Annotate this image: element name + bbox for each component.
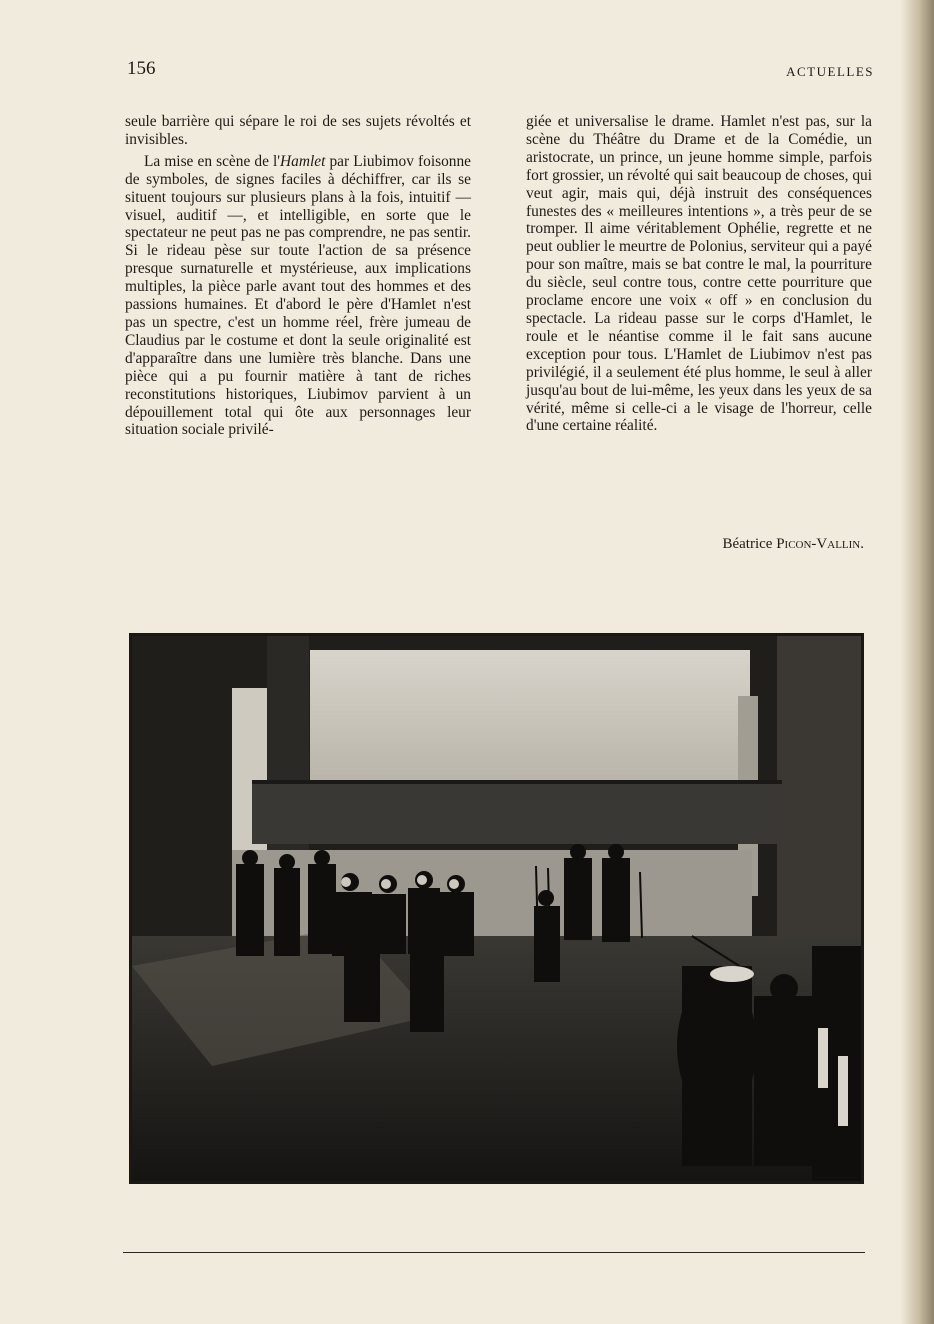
right-paragraph-1: giée et universalise le drame. Hamlet n'est pas, sur la scène du Théâtre du Drame et de la Comédie, un aristocrate, un prince, un jeune homme simple, parfois fort grossier, un révolté qui sait beaucoup de choses, qui veut agir, mais qui, déjà instruit des conséquences funestes des « meilleures intentions », a très peur de se tromper. Il aime véritablement Ophélie, regrette et ne peut oublier le meurtre de Polonius, serviteur qui a payé pour son maître, mais se bat contre le mal, la pourriture du siècle, seul contre tous, contre cette pourriture que proclame encore une voix « off » en conclusion du spectacle. La rideau passe sur le corps d'Hamlet, le roule et le néantise comme il le fait sans aucune exception pour tous. L'Hamlet de Liubimov n'est pas privilégié, il a seulement été plus homme, le seul à aller jusqu'au bout de lui-même, les yeux dans les yeux de sa vérité, même si celle-ci a le visage de l'horreur, celle d'une certaine réalité. bbox=[526, 113, 873, 435]
running-head: ACTUELLES bbox=[786, 64, 874, 79]
right-column bbox=[526, 113, 872, 435]
stage-photograph bbox=[129, 633, 864, 1184]
stage-photo-illustration bbox=[132, 636, 861, 1181]
author-last-name: Picon-Vallin. bbox=[776, 536, 864, 552]
play-title: Hamlet bbox=[280, 152, 326, 170]
footer-rule bbox=[123, 1252, 865, 1253]
left-paragraph-2-start: La mise en scène de l' bbox=[144, 152, 281, 170]
left-paragraph-1: seule barrière qui sépare le roi de ses sujets révoltés et invisibles. bbox=[125, 113, 471, 148]
author-signature bbox=[722, 536, 864, 553]
left-paragraph-2-rest: par Liubimov foisonne de symboles, de signes faciles à déchiffrer, car ils se situent toujours sur plusieurs plans à la fois, intuitif — visuel, auditif —, et intelligible, en sorte que le spectateur ne peut pas ne pas comprendre, ne pas sentir. Si le rideau pèse sur toute l'action de sa présence presque surnaturelle et mystérieuse, aux implications multiples, la pièce parle avant tout des hommes et des passions humaines. Et d'abord le père d'Hamlet n'est pas un spectre, c'est un homme réel, frère jumeau de Claudius par le costume et dont la seule originalité est d'apparaître dans une lumière très blanche. Dans une pièce qui a pu fournir matière à tant de riches reconstitutions historiques, Liubimov parvient à un dépouillement total qui ôte aux personnages leur situation sociale privilé- bbox=[125, 152, 471, 439]
page-number: 156 bbox=[127, 58, 156, 79]
left-column bbox=[125, 113, 471, 439]
author-first-name: Béatrice bbox=[722, 536, 773, 552]
left-paragraph-2 bbox=[125, 153, 471, 440]
book-spine-shadow bbox=[900, 0, 934, 1324]
